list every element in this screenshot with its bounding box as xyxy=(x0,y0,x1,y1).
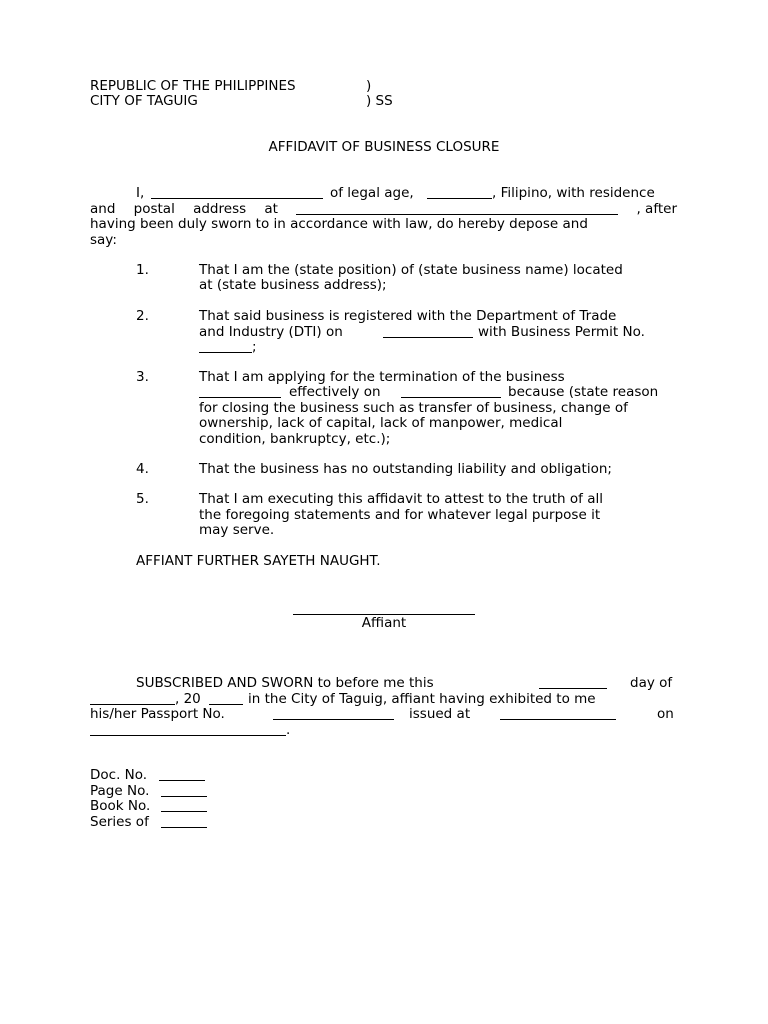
jurat-text: in the City of Taguig, affiant having exhibited to me xyxy=(248,691,596,707)
item-text: and Industry (DTI) on xyxy=(199,324,343,340)
intro-i: I, xyxy=(136,185,145,201)
affiant-naught: AFFIANT FURTHER SAYETH NAUGHT. xyxy=(136,553,381,569)
effective-date-blank[interactable] xyxy=(401,385,501,398)
year-blank[interactable] xyxy=(209,692,243,705)
day-blank[interactable] xyxy=(539,676,607,689)
item-text: with Business Permit No. xyxy=(478,324,645,340)
item-text: That said business is registered with the Department of Trade xyxy=(199,308,617,324)
intro-line3: having been duly sworn to in accordance with law, do hereby depose and xyxy=(90,216,588,232)
header-city: CITY OF TAGUIG xyxy=(90,93,198,109)
doc-no-label: Doc. No. xyxy=(90,767,148,783)
book-no-label: Book No. xyxy=(90,798,151,814)
jurat-text: day of xyxy=(630,675,673,691)
jurat-text: SUBSCRIBED AND SWORN to before me this xyxy=(136,675,434,691)
jurat-text: issued at xyxy=(409,706,471,722)
intro-legal-age: of legal age, xyxy=(330,185,414,201)
item-number: 1. xyxy=(136,262,149,278)
item-number: 3. xyxy=(136,369,149,385)
intro-word: and xyxy=(90,201,116,217)
dti-date-blank[interactable] xyxy=(383,325,473,338)
header-paren: ) xyxy=(366,78,372,94)
intro-word: , after xyxy=(636,201,677,217)
item-number: 5. xyxy=(136,491,149,507)
series-of-label: Series of xyxy=(90,814,149,830)
intro-filipino: , Filipino, with residence xyxy=(492,185,655,201)
item-text: That I am executing this affidavit to attest to the truth of all xyxy=(199,491,603,507)
intro-word: postal xyxy=(133,201,175,217)
item-text: ownership, lack of capital, lack of manpower, medical xyxy=(199,415,563,431)
page-no-blank[interactable] xyxy=(161,784,207,797)
item-text: That I am applying for the termination of the business xyxy=(199,369,565,385)
jurat-text: . xyxy=(286,722,291,738)
item-text: for closing the business such as transfer of business, change of xyxy=(199,400,628,416)
item-text: the foregoing statements and for whatever legal purpose it xyxy=(199,507,601,523)
item-text: at (state business address); xyxy=(199,277,387,293)
name-blank[interactable] xyxy=(151,186,323,199)
item-text: That the business has no outstanding liability and obligation; xyxy=(199,461,612,477)
issue-date-blank[interactable] xyxy=(90,723,286,736)
item-text: condition, bankruptcy, etc.); xyxy=(199,431,391,447)
affiant-label: Affiant xyxy=(361,615,407,631)
jurat-text: his/her Passport No. xyxy=(90,706,225,722)
item-text: may serve. xyxy=(199,522,275,538)
item-number: 4. xyxy=(136,461,149,477)
page-no-label: Page No. xyxy=(90,783,150,799)
termination-blank[interactable] xyxy=(199,385,281,398)
item-number: 2. xyxy=(136,308,149,324)
passport-number-blank[interactable] xyxy=(273,707,394,720)
intro-line4: say: xyxy=(90,232,117,248)
month-blank[interactable] xyxy=(90,692,175,705)
item-text: That I am the (state position) of (state business name) located xyxy=(199,262,623,278)
item-text: because (state reason xyxy=(508,384,659,400)
jurat-text: on xyxy=(657,706,674,722)
series-of-blank[interactable] xyxy=(161,815,207,828)
document-title: AFFIDAVIT OF BUSINESS CLOSURE xyxy=(268,139,500,155)
header-republic: REPUBLIC OF THE PHILIPPINES xyxy=(90,78,296,94)
age-blank[interactable] xyxy=(427,186,492,199)
intro-word: address xyxy=(193,201,247,217)
book-no-blank[interactable] xyxy=(161,799,207,812)
address-blank[interactable] xyxy=(296,202,618,215)
header-ss: ) SS xyxy=(366,93,393,109)
issued-at-blank[interactable] xyxy=(500,707,616,720)
jurat-text: , 20 xyxy=(175,691,201,707)
item-text: ; xyxy=(252,339,257,355)
permit-number-blank[interactable] xyxy=(199,340,252,353)
item-text: effectively on xyxy=(289,384,381,400)
intro-word: at xyxy=(264,201,278,217)
doc-no-blank[interactable] xyxy=(159,768,205,781)
